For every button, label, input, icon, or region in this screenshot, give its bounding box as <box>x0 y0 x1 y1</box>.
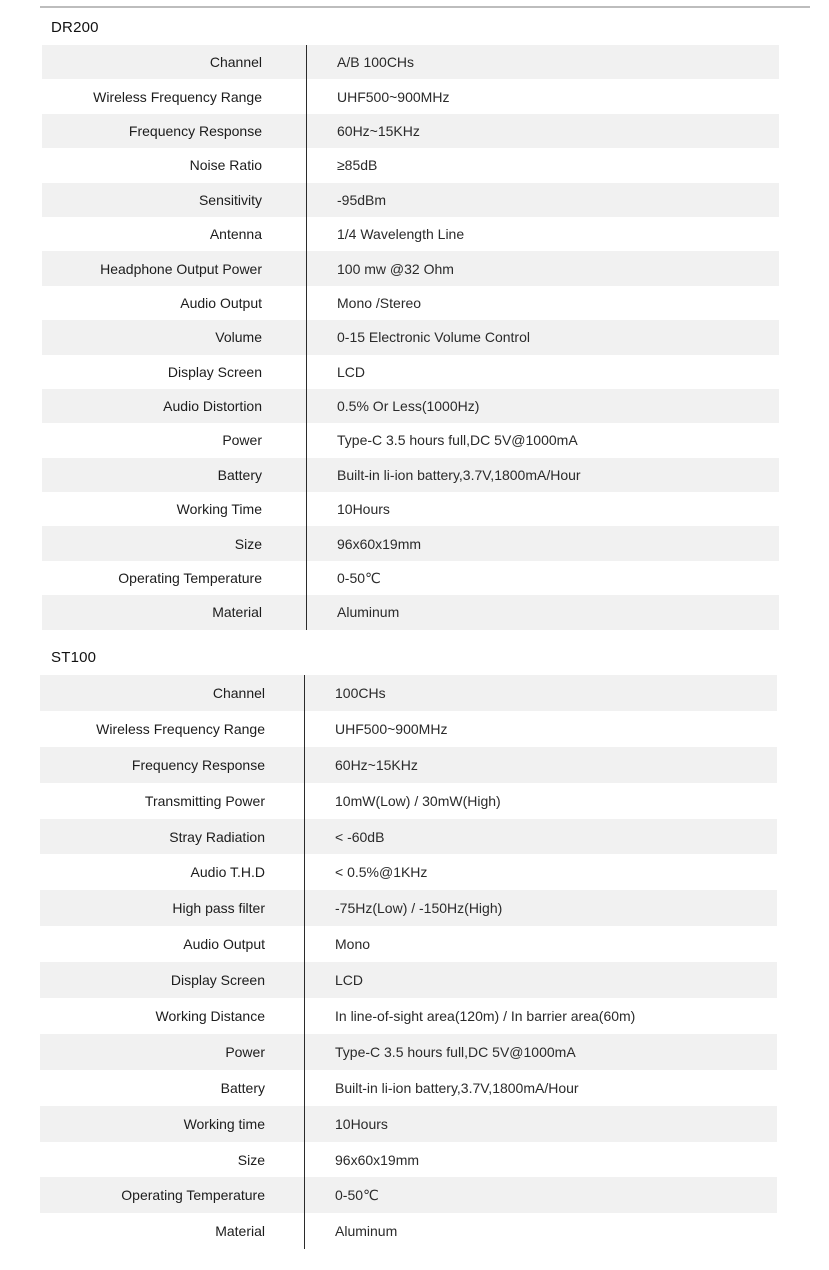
spec-value: 10Hours <box>337 501 390 518</box>
spec-label: Size <box>237 1151 265 1168</box>
spec-label: Stray Radiation <box>169 828 265 845</box>
spec-label: Volume <box>215 329 262 346</box>
spec-value: -75Hz(Low) / -150Hz(High) <box>335 900 503 917</box>
spec-label: Audio Distortion <box>163 398 262 415</box>
spec-row <box>42 561 779 595</box>
spec-label: Noise Ratio <box>189 157 262 174</box>
spec-value: Built-in li-ion battery,3.7V,1800mA/Hour <box>335 1079 579 1096</box>
spec-value: 0-50℃ <box>337 569 381 586</box>
spec-table-st100 <box>40 675 777 1249</box>
spec-row <box>40 783 777 819</box>
spec-row <box>40 962 777 998</box>
spec-row <box>42 148 779 182</box>
spec-label: Operating Temperature <box>118 570 262 587</box>
spec-row <box>40 1070 777 1106</box>
spec-row <box>40 1142 777 1178</box>
spec-value: 100CHs <box>335 684 386 701</box>
spec-row <box>40 1213 777 1249</box>
spec-value: < -60dB <box>335 828 385 845</box>
spec-row <box>42 286 779 320</box>
spec-value: 60Hz~15KHz <box>337 122 420 139</box>
spec-value: 10mW(Low) / 30mW(High) <box>335 792 501 809</box>
spec-row <box>40 711 777 747</box>
spec-value: LCD <box>335 972 364 989</box>
spec-label: Battery <box>220 1079 265 1096</box>
spec-value: UHF500~900MHz <box>337 88 450 105</box>
spec-value: Type-C 3.5 hours full,DC 5V@1000mA <box>335 1043 576 1060</box>
spec-value: 10Hours <box>335 1115 388 1132</box>
spec-row <box>42 217 779 251</box>
spec-label: Frequency Response <box>131 756 265 773</box>
spec-row <box>40 854 777 890</box>
spec-row <box>40 926 777 962</box>
spec-value: LCD <box>337 363 366 380</box>
top-divider <box>40 6 810 8</box>
column-divider <box>304 675 305 1249</box>
spec-label: High pass filter <box>172 900 265 917</box>
spec-label: Power <box>222 432 262 449</box>
spec-value: 96x60x19mm <box>335 1151 420 1168</box>
spec-value: Mono /Stereo <box>337 294 422 311</box>
spec-label: Battery <box>217 466 262 483</box>
spec-value: Aluminum <box>337 604 400 621</box>
spec-row <box>42 183 779 217</box>
spec-row <box>40 675 777 711</box>
spec-value: UHF500~900MHz <box>335 720 448 737</box>
column-divider <box>306 45 307 630</box>
spec-value: 0-50℃ <box>335 1186 379 1203</box>
spec-value: 0.5% Or Less(1000Hz) <box>337 398 480 415</box>
spec-row <box>40 1034 777 1070</box>
spec-value: 60Hz~15KHz <box>335 756 418 773</box>
spec-label: Wireless Frequency Range <box>96 720 265 737</box>
section-title-dr200: DR200 <box>51 19 99 36</box>
spec-row <box>42 595 779 629</box>
spec-row <box>42 251 779 285</box>
spec-row <box>40 819 777 855</box>
spec-label: Material <box>215 1223 265 1240</box>
spec-row <box>42 389 779 423</box>
spec-label: Sensitivity <box>198 191 262 208</box>
spec-value: ≥85dB <box>337 157 378 174</box>
spec-value: In line-of-sight area(120m) / In barrier area(60m) <box>335 1007 636 1024</box>
spec-label: Channel <box>212 684 265 701</box>
spec-row <box>42 526 779 560</box>
spec-row <box>42 320 779 354</box>
spec-value: Mono <box>335 936 371 953</box>
spec-label: Audio Output <box>183 936 265 953</box>
spec-label: Wireless Frequency Range <box>93 88 262 105</box>
spec-row <box>42 492 779 526</box>
spec-label: Transmitting Power <box>144 792 265 809</box>
spec-row <box>40 747 777 783</box>
spec-label: Material <box>212 604 262 621</box>
spec-row <box>40 1177 777 1213</box>
spec-table-dr200 <box>42 45 779 630</box>
spec-value: Type-C 3.5 hours full,DC 5V@1000mA <box>337 432 578 449</box>
spec-row <box>42 423 779 457</box>
spec-value: 100 mw @32 Ohm <box>337 260 454 277</box>
spec-value: -95dBm <box>337 191 387 208</box>
spec-label: Antenna <box>209 226 262 243</box>
spec-label: Frequency Response <box>128 122 262 139</box>
spec-value: < 0.5%@1KHz <box>335 864 428 881</box>
spec-value: 0-15 Electronic Volume Control <box>337 329 530 346</box>
spec-row <box>40 998 777 1034</box>
spec-value: 96x60x19mm <box>337 535 422 552</box>
spec-row <box>42 79 779 113</box>
spec-label: Power <box>225 1043 265 1060</box>
spec-value: A/B 100CHs <box>337 54 415 71</box>
spec-label: Display Screen <box>170 972 265 989</box>
spec-row <box>42 114 779 148</box>
spec-label: Size <box>234 535 262 552</box>
spec-label: Audio T.H.D <box>190 864 265 881</box>
section-title-st100: ST100 <box>51 649 97 666</box>
spec-value: Aluminum <box>335 1223 398 1240</box>
spec-row <box>40 890 777 926</box>
spec-row <box>42 458 779 492</box>
spec-label: Working time <box>183 1115 265 1132</box>
spec-label: Channel <box>209 54 262 71</box>
spec-row <box>42 45 779 79</box>
spec-row <box>42 355 779 389</box>
spec-label: Working Distance <box>155 1007 265 1024</box>
spec-label: Working Time <box>176 501 262 518</box>
spec-label: Operating Temperature <box>121 1187 265 1204</box>
spec-row <box>40 1106 777 1142</box>
spec-label: Headphone Output Power <box>100 260 262 277</box>
spec-label: Display Screen <box>167 363 262 380</box>
spec-value: Built-in li-ion battery,3.7V,1800mA/Hour <box>337 466 581 483</box>
spec-value: 1/4 Wavelength Line <box>337 226 465 243</box>
spec-label: Audio Output <box>180 294 262 311</box>
